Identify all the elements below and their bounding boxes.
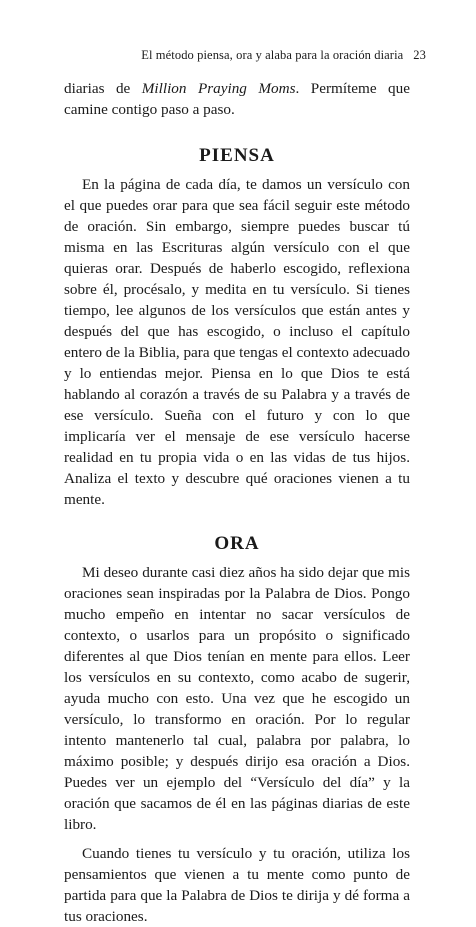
heading-ora: ORA [214, 533, 260, 554]
ora-paragraph-2: Cuando tienes tu versículo y tu oración, utiliza los pensamientos que vienen a tu mente como punto de partida para que la Palabra de Dios te dirija y dé forma a tus oraciones. [64, 845, 410, 925]
intro-book-title: Million Praying Moms [141, 80, 296, 97]
running-head [141, 48, 426, 63]
paragraph-gap [64, 835, 410, 843]
running-head-title: El método piensa, ora y alaba para la oración diaria [141, 48, 404, 62]
page-body [64, 78, 410, 927]
page-number: 23 [413, 48, 426, 62]
intro-before: diarias de [64, 80, 142, 97]
piensa-paragraph: En la página de cada día, te damos un versículo con el que puedes orar para que sea fácil seguir este método de oración. Sin embargo, siempre puedes buscar tú misma en las Escrituras algún versículo con el que quieras orar. Después de haberlo escogido, reflexiona sobre él, procésalo, y medita en tu versículo. Si tienes tiempo, lee algunos de los versículos que están antes y después del que has escogido, o incluso el capítulo entero de la Biblia, para que tengas el contexto adecuado y lo entiendas mejor. Piensa en lo que Dios te está hablando al corazón a través de su Palabra y a través de ese versículo. Sueña con el futuro y con lo que implicaría ver el mensaje de ese versículo hacerse realidad en tu propia vida o en las vidas de tus hijos. Analiza el texto y descubre qué oraciones vienen a tu mente. [64, 176, 410, 508]
ora-paragraph-1: Mi deseo durante casi diez años ha sido dejar que mis oraciones sean inspiradas por la Palabra de Dios. Pongo mucho empeño en intentar no sacar versículos de contexto, o usarlos para un propósito o significado diferentes al que Dios tenían en mente para ellos. Leer los versículos en su contexto, como acabo de sugerir, ayuda mucho con esto. Una vez que he escogido un versículo, lo transformo en oración. Por lo regular intento mantenerlo tal cual, palabra por palabra, lo máximo posible; y después dirijo esa oración a Dios. Puedes ver un ejemplo del “Versículo del día” y la oración que sacamos de él en las páginas diarias de este libro. [64, 564, 410, 833]
intro-after: . Permíteme que camine contigo paso a paso. [64, 80, 410, 118]
intro-paragraph [64, 78, 410, 120]
heading-piensa: PIENSA [199, 145, 275, 166]
